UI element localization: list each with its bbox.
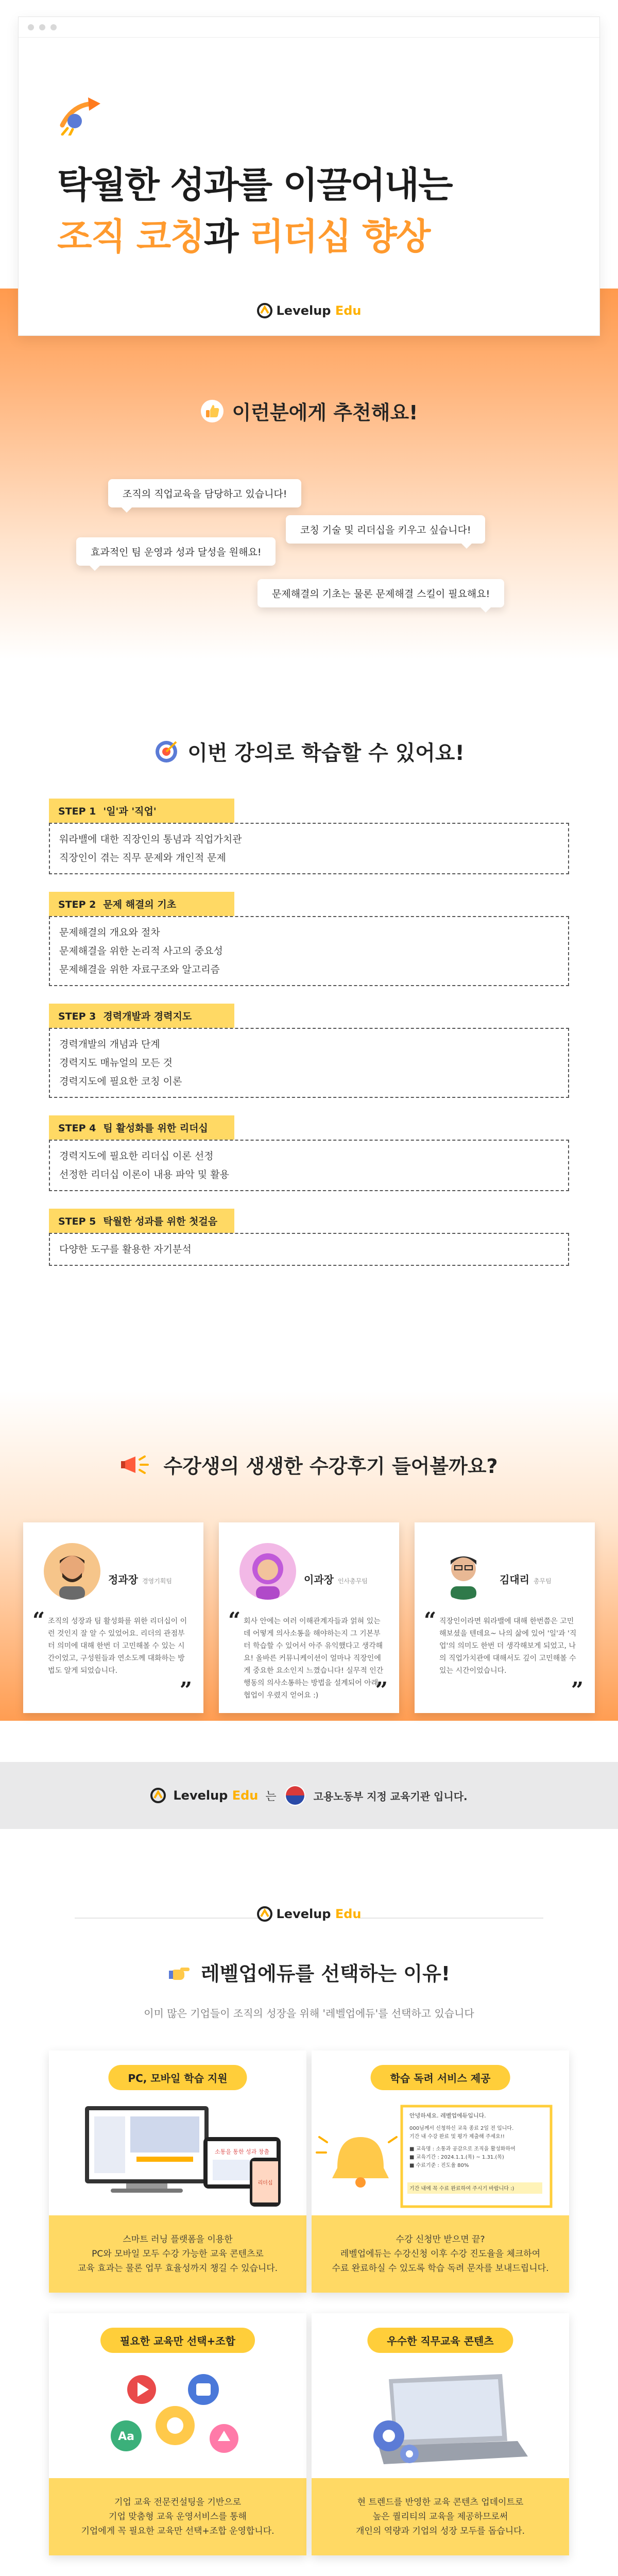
reviewer-name: 이과장 인사총무팀 bbox=[304, 1573, 368, 1586]
why-brand-logo bbox=[0, 1906, 618, 1922]
why-card-title: 우수한 직무교육 콘텐츠 bbox=[367, 2328, 513, 2353]
education-media-illustration-icon bbox=[49, 2359, 306, 2477]
why-subtitle: 이미 많은 기업들이 조직의 성장을 위해 '레벨업에듀'를 선택하고 있습니다 bbox=[144, 2007, 474, 2020]
why-card-title: 필요한 교육만 선택+조합 bbox=[100, 2328, 255, 2353]
step-header: STEP 5 탁월한 성과를 위한 첫걸음 bbox=[49, 1209, 234, 1233]
pointing-hand-icon bbox=[168, 1960, 192, 1984]
why-title: 레벨업에듀를 선택하는 이유! bbox=[200, 1962, 451, 1985]
why-card-title: 학습 독려 서비스 제공 bbox=[371, 2065, 510, 2090]
sms-line: 000님께서 신청하신 교육 종료 2일 전 입니다. bbox=[409, 2126, 514, 2131]
review-card bbox=[219, 1522, 399, 1713]
rocket-arrow-icon bbox=[57, 94, 114, 135]
hero-highlight-leadership: 리더십 향상 bbox=[249, 215, 430, 258]
screen-title: 소통을 통한 성과 창출 bbox=[214, 2148, 270, 2155]
quote-close-icon: ” bbox=[571, 1677, 583, 1703]
step-block bbox=[49, 799, 569, 874]
hero-title-line1: 탁월한 성과를 이끌어내는 bbox=[57, 164, 452, 206]
review-text: 조직의 성장과 팀 활성화를 위한 리더십이 이런 것인지 잘 알 수 있었어요. 리더의 관점부터 의미에 대해 한번 더 고민해볼 수 있는 시간이었고, 구성원들과 연소도께 대화하는 방법도 알게 되었습니다. bbox=[48, 1617, 187, 1675]
step-item: 다양한 도구를 활용한 자기분석 bbox=[59, 1244, 192, 1255]
hero-section bbox=[0, 0, 618, 659]
megaphone-icon bbox=[120, 1452, 153, 1477]
review-card bbox=[415, 1522, 595, 1713]
quote-close-icon: ” bbox=[179, 1677, 192, 1703]
hero-window bbox=[18, 16, 600, 336]
brand-name: Levelup Edu bbox=[173, 1788, 259, 1803]
sms-line: 기간 내 수강 완료 및 평가 제출해 주세요!! bbox=[409, 2134, 505, 2140]
recommend-title: 이런분에게 추천해요! bbox=[232, 401, 418, 424]
why-card-desc: 현 트렌드를 반영한 교육 콘텐츠 업데이트로 높은 퀄리티의 교육을 제공하므로써 개인의 역량과 기업의 성장 모두를 돕습니다. bbox=[312, 2478, 569, 2555]
sms-notification-illustration-icon bbox=[312, 2096, 569, 2214]
recommend-bubble: 코칭 기술 및 리더십을 키우고 싶습니다! bbox=[286, 515, 485, 544]
step-item: 선정한 리더십 이론이 내용 파악 및 활용 bbox=[59, 1169, 229, 1180]
thumbs-up-icon bbox=[200, 399, 224, 423]
learn-title: 이번 강의로 학습할 수 있어요! bbox=[187, 741, 465, 765]
hero-title-line2 bbox=[57, 208, 430, 260]
review-card bbox=[23, 1522, 203, 1713]
step-block bbox=[49, 1209, 569, 1266]
step-block bbox=[49, 1115, 569, 1191]
quote-open-icon: “ bbox=[228, 1607, 241, 1633]
brand-name: Levelup Edu bbox=[276, 1907, 362, 1921]
reviews-heading bbox=[0, 1450, 618, 1479]
why-card-title: PC, 모바일 학습 지원 bbox=[108, 2065, 247, 2090]
hero-title-connector: 과 bbox=[203, 215, 249, 258]
review-text: 회사 안에는 여러 이해관계자들과 얽혀 있는데 어떻게 의사소통을 해야하는지 그 기본부터 학습할 수 있어서 아주 유익했다고 생각해요! 올바른 커뮤니케이션이 얼마나 직장인에게 중요한 요소인지 느꼈습니다! 실무적 인간 행동의 의사소통하는 방법을 설계되어 아래 협업이 우렸지 얻어요 :) bbox=[244, 1617, 384, 1700]
step-header: STEP 2 문제 해결의 기초 bbox=[49, 892, 234, 916]
reviewer-name: 김대리 총무팀 bbox=[500, 1573, 552, 1586]
gov-text: 고용노동부 지정 교육기관 입니다. bbox=[313, 1790, 468, 1803]
step-items bbox=[49, 1028, 569, 1098]
sms-footer: 기간 내에 꼭 수료 완료하여 주시기 바랍니다 :) bbox=[409, 2186, 514, 2192]
quote-close-icon: ” bbox=[375, 1677, 388, 1703]
target-icon bbox=[153, 739, 179, 765]
devices-illustration-icon bbox=[49, 2096, 306, 2214]
ministry-emblem-icon bbox=[284, 1784, 306, 1807]
step-header: STEP 4 팀 활성화를 위한 리더십 bbox=[49, 1115, 234, 1140]
phone-text: 리더십 bbox=[258, 2180, 273, 2186]
step-item: 문제해결을 위한 자료구조와 알고리즘 bbox=[59, 964, 220, 975]
sms-line: ■ 수료기준 : 진도율 80% bbox=[409, 2163, 469, 2168]
why-card bbox=[49, 2050, 306, 2293]
levelup-logo-icon bbox=[257, 303, 272, 318]
recommend-bubble: 문제해결의 기초는 물론 문제해결 스킬이 필요해요! bbox=[258, 579, 504, 607]
hero-brand-logo bbox=[19, 303, 599, 318]
why-heading bbox=[0, 1958, 618, 1986]
why-card bbox=[49, 2313, 306, 2555]
hero-highlight-coaching: 조직 코칭 bbox=[57, 215, 204, 258]
reviewer-name: 정과장 경영기획팀 bbox=[108, 1573, 172, 1586]
step-block bbox=[49, 1004, 569, 1098]
reviews-section bbox=[0, 1391, 618, 1721]
step-item: 문제해결을 위한 논리적 사고의 중요성 bbox=[59, 945, 223, 957]
step-items bbox=[49, 916, 569, 986]
step-item: 문제해결의 개요와 절차 bbox=[59, 927, 160, 938]
gov-banner bbox=[0, 1762, 618, 1829]
quote-open-icon: “ bbox=[32, 1607, 45, 1633]
step-item: 직장인이 겪는 직무 문제와 개인적 문제 bbox=[59, 852, 226, 863]
avatar bbox=[239, 1543, 296, 1600]
steps-list bbox=[49, 799, 569, 1283]
reviews-title: 수강생의 생생한 수강후기 들어볼까요? bbox=[163, 1455, 498, 1478]
window-bar bbox=[19, 17, 599, 38]
quote-open-icon: “ bbox=[424, 1607, 437, 1633]
levelup-logo-icon bbox=[257, 1906, 272, 1922]
step-header: STEP 3 경력개발과 경력지도 bbox=[49, 1004, 234, 1028]
why-card-desc: 수강 신청만 받으면 끝? 레벨업에듀는 수강신청 이후 수강 진도율을 체크하여 수료 완료하실 수 있도록 학습 독려 문자를 보내드립니다. bbox=[312, 2215, 569, 2293]
learn-heading bbox=[0, 737, 618, 766]
step-item: 경력지도 매뉴얼의 모든 것 bbox=[59, 1057, 173, 1069]
levelup-logo-icon bbox=[150, 1788, 166, 1803]
avatar bbox=[44, 1543, 100, 1600]
avatar bbox=[435, 1543, 492, 1600]
step-item: 경력지도에 필요한 코칭 이론 bbox=[59, 1076, 182, 1087]
recommend-bubble: 효과적인 팀 운영과 성과 달성을 원해요! bbox=[76, 537, 276, 566]
sms-line: ■ 교육명 : 소통과 공감으로 조직을 활성화하여 bbox=[409, 2146, 516, 2152]
recommend-heading bbox=[0, 397, 618, 425]
why-card bbox=[312, 2313, 569, 2555]
why-card-desc: 스마트 러닝 플랫폼을 이용한 PC와 모바일 모두 수강 가능한 교육 콘텐츠로 교육 효과는 물론 업무 효율성까지 챙길 수 있습니다. bbox=[49, 2215, 306, 2293]
review-text: 직장인이라면 워라밸에 대해 한번쯤은 고민해보셨을 텐데요~ 나의 삶에 있어 '일'과 '직업'의 의미도 한번 더 생각해보게 되었고, 나의 직업가치관에 대해서도 깊이 고민해볼 수 있는 시간이었습니다. bbox=[439, 1617, 577, 1675]
aa-text: Aa bbox=[118, 2430, 134, 2443]
window-dot-icon bbox=[50, 24, 57, 30]
window-dot-icon bbox=[39, 24, 45, 30]
laptop-gear-illustration-icon bbox=[312, 2359, 569, 2477]
step-item: 워라밸에 대한 직장인의 통념과 직업가치관 bbox=[59, 834, 242, 845]
step-items bbox=[49, 1233, 569, 1266]
step-item: 경력지도에 필요한 리더십 이론 선정 bbox=[59, 1150, 214, 1162]
brand-name: Levelup Edu bbox=[276, 303, 362, 318]
step-item: 경력개발의 개념과 단계 bbox=[59, 1039, 160, 1050]
step-items bbox=[49, 823, 569, 874]
sms-greeting: 안녕하세요. 레벨업에듀입니다. bbox=[409, 2112, 486, 2119]
gov-particle: 는 bbox=[265, 1790, 277, 1803]
sms-line: ■ 교육기간 : 2024.1.1.(목) ~ 1.31.(목) bbox=[409, 2155, 504, 2160]
window-dot-icon bbox=[28, 24, 34, 30]
recommend-bubble: 조직의 직업교육을 담당하고 있습니다! bbox=[108, 479, 301, 507]
step-header: STEP 1 '일'과 '직업' bbox=[49, 799, 234, 823]
why-card-desc: 기업 교육 전문컨설팅을 기반으로 기업 맞춤형 교육 운영서비스를 통해 기업에게 꼭 필요한 교육만 선택+조합 운영합니다. bbox=[49, 2478, 306, 2555]
step-block bbox=[49, 892, 569, 986]
why-card bbox=[312, 2050, 569, 2293]
step-items bbox=[49, 1140, 569, 1191]
